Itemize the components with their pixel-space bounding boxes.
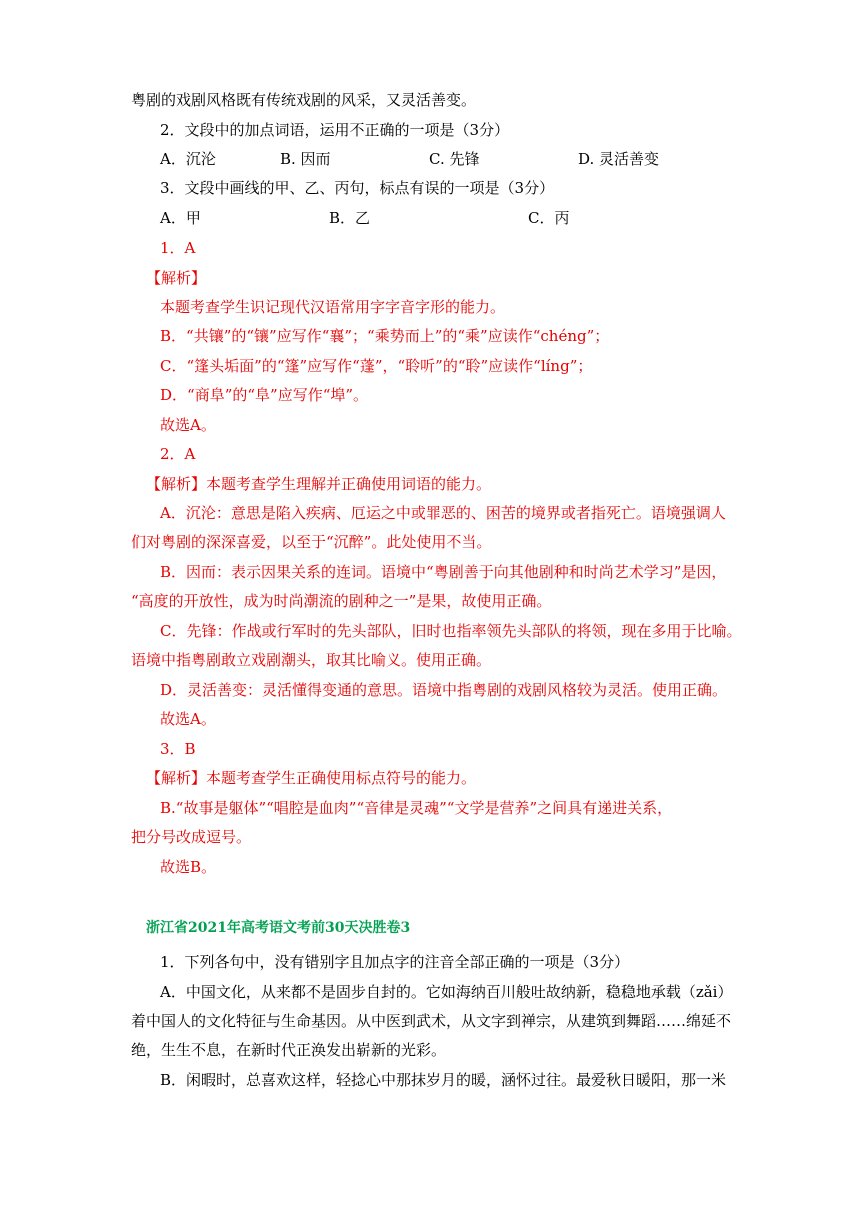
text-line-l09: B．“共镶”的“镶”应写作“襄”；“乘势而上”的“乘”应读作“chéng”； — [160, 327, 610, 345]
text-line-l24: 【解析】本题考查学生正确使用标点符号的能力。 — [146, 769, 477, 787]
text-line-l28: 浙江省2021年高考语文考前30天决胜卷3 — [146, 920, 411, 936]
text-line-l32: 绝，生生不息，在新时代正涣发出崭新的光彩。 — [131, 1041, 447, 1059]
text-line-l03b: B. 因而 — [280, 150, 331, 168]
text-line-l26: 把分号改成逗号。 — [131, 828, 252, 846]
text-line-l23: 3．B — [160, 740, 196, 758]
text-line-l01: 粤剧的戏剧风格既有传统戏剧的风采，又灵活善变。 — [131, 91, 477, 109]
text-line-l05c: C．丙 — [528, 209, 570, 227]
text-line-l05b: B．乙 — [329, 209, 371, 227]
text-line-l33: B．闲暇时，总喜欢这样，轻捻心中那抹岁月的暖，涵怀过往。最爱秋日暖阳，那一米 — [160, 1071, 727, 1089]
text-line-l19: C．先锋：作战或行军时的先头部队，旧时也指率领先头部队的将领，现在多用于比喻。 — [160, 622, 742, 640]
text-line-l16: 们对粤剧的深深喜爱，以至于“沉醉”。此处使用不当。 — [131, 533, 492, 551]
text-line-l12: 故选A。 — [160, 416, 216, 434]
text-line-l05a: A．甲 — [160, 209, 201, 227]
text-line-l30: A．中国文化，从来都不是固步自封的。它如海纳百川般吐故纳新，稳稳地承载（zǎi） — [160, 983, 733, 1001]
text-line-l31: 着中国人的文化特征与生命基因。从中医到武术，从文字到禅宗，从建筑到舞蹈……绵延不 — [131, 1012, 732, 1030]
text-line-l21: D．灵活善变：灵活懂得变通的意思。语境中指粤剧的戏剧风格较为灵活。使用正确。 — [160, 681, 728, 699]
text-line-l07: 【解析】 — [146, 269, 207, 287]
text-line-l25: B.“故事是躯体”“唱腔是血肉”“音律是灵魂”“文学是营养”之间具有递进关系， — [160, 799, 673, 817]
text-line-l13: 2．A — [160, 445, 196, 463]
text-line-l17: B．因而：表示因果关系的连词。语境中“粤剧善于向其他剧种和时尚艺术学习”是因， — [160, 563, 727, 581]
text-line-l29: 1．下列各句中，没有错别字且加点字的注音全部正确的一项是（3分） — [160, 953, 630, 971]
text-line-l11: D．“商阜”的“阜”应写作“埠”。 — [160, 386, 369, 404]
text-line-l08: 本题考查学生识记现代汉语常用字字音字形的能力。 — [160, 298, 506, 316]
text-line-l04: 3．文段中画线的甲、乙、丙句，标点有误的一项是（3分） — [160, 179, 555, 197]
text-line-l27: 故选B。 — [160, 858, 217, 876]
text-line-l18: “高度的开放性，成为时尚潮流的剧种之一”是果，故使用正确。 — [131, 592, 552, 610]
text-line-l03d: D. 灵活善变 — [578, 150, 660, 168]
text-line-l14: 【解析】本题考查学生理解并正确使用词语的能力。 — [146, 475, 492, 493]
text-line-l03a: A．沉沦 — [160, 150, 216, 168]
text-line-l15: A．沉沦：意思是陷入疾病、厄运之中或罪恶的、困苦的境界或者指死亡。语境强调人 — [160, 504, 726, 522]
text-line-l20: 语境中指粤剧敢立戏剧潮头，取其比喻义。使用正确。 — [131, 651, 492, 669]
text-line-l06: 1．A — [160, 239, 196, 257]
text-line-l03c: C. 先锋 — [429, 150, 480, 168]
text-line-l10: C．“篷头垢面”的“篷”应写作“蓬”，“聆听”的“聆”应读作“líng”； — [160, 357, 593, 375]
text-line-l22: 故选A。 — [160, 710, 216, 728]
text-line-l02: 2．文段中的加点词语，运用不正确的一项是（3分） — [160, 121, 510, 139]
